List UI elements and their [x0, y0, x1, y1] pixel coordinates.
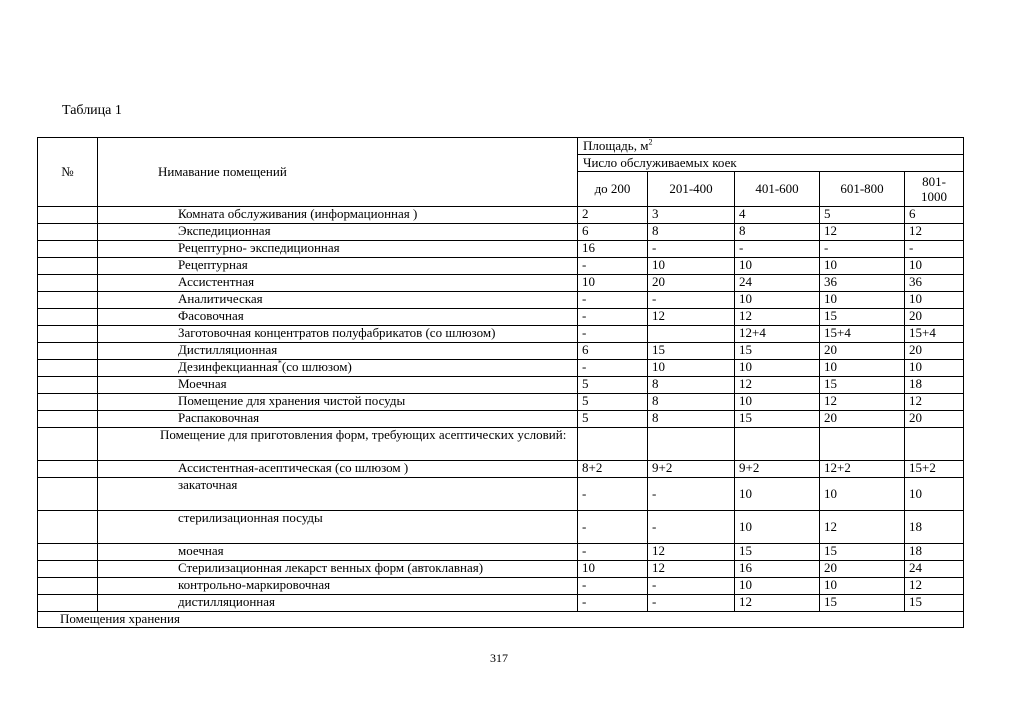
area-value: 10: [735, 578, 820, 595]
area-value: 5: [820, 207, 905, 224]
area-value: 5: [578, 411, 648, 428]
area-value: 10: [735, 360, 820, 377]
area-value: 20: [905, 343, 964, 360]
area-value: 5: [578, 394, 648, 411]
row-number-cell: [38, 478, 98, 511]
row-number-cell: [38, 461, 98, 478]
area-value: 12: [648, 561, 735, 578]
table-caption: Таблица 1: [62, 103, 122, 118]
area-value: 10: [735, 258, 820, 275]
area-value: 12+2: [820, 461, 905, 478]
table-row: [38, 207, 964, 224]
table-cell-empty: [905, 428, 964, 461]
area-value: 12: [820, 394, 905, 411]
table-row: [38, 511, 964, 544]
area-value: 12: [735, 595, 820, 612]
area-value: 12: [820, 511, 905, 544]
header-range: 201-400: [648, 172, 735, 207]
room-name: Рецептурная: [98, 258, 578, 275]
area-value: 8: [648, 394, 735, 411]
area-value: 9+2: [735, 461, 820, 478]
area-value: 20: [820, 411, 905, 428]
area-value: -: [905, 241, 964, 258]
header-room-name: Нимавание помещений: [98, 138, 578, 207]
row-number-cell: [38, 578, 98, 595]
table-row: [38, 578, 964, 595]
area-value: -: [578, 511, 648, 544]
area-value: -: [578, 578, 648, 595]
area-value: 10: [735, 511, 820, 544]
area-value: -: [648, 595, 735, 612]
area-value: 6: [578, 343, 648, 360]
room-name: Моечная: [98, 377, 578, 394]
row-number-cell: [38, 309, 98, 326]
row-number-cell: [38, 241, 98, 258]
row-number-cell: [38, 394, 98, 411]
area-value: 4: [735, 207, 820, 224]
area-value: 20: [648, 275, 735, 292]
area-value: 10: [648, 360, 735, 377]
table-cell-empty: [820, 428, 905, 461]
table-cell-empty: [648, 428, 735, 461]
room-name: Распаковочная: [98, 411, 578, 428]
area-value: 12: [905, 394, 964, 411]
aseptic-heading: Помещение для приготовления форм, требующих асептических условий:: [98, 428, 578, 461]
area-value: 10: [905, 360, 964, 377]
area-value: -: [648, 292, 735, 309]
area-value: 15: [735, 544, 820, 561]
footnote-mark: *: [277, 359, 282, 368]
room-name: Заготовочная концентратов полуфабрикатов (со шлюзом): [98, 326, 578, 343]
area-value: 24: [735, 275, 820, 292]
area-value: -: [648, 511, 735, 544]
room-name: Дистилляционная: [98, 343, 578, 360]
header-area-label: Площадь, м: [583, 138, 649, 153]
area-value: 16: [578, 241, 648, 258]
area-value: 12: [648, 309, 735, 326]
area-value: 20: [905, 309, 964, 326]
area-value: 12: [905, 224, 964, 241]
area-value: 20: [905, 411, 964, 428]
room-name: Комната обслуживания (информационная ): [98, 207, 578, 224]
row-number-cell: [38, 595, 98, 612]
area-value: 12: [735, 309, 820, 326]
area-value: 5: [578, 377, 648, 394]
room-name: Рецептурно- экспедиционная: [98, 241, 578, 258]
room-name: [98, 360, 578, 377]
row-number-cell: [38, 207, 98, 224]
header-beds: Число обслуживаемых коек: [578, 155, 964, 172]
area-value: 36: [820, 275, 905, 292]
header-range: до 200: [578, 172, 648, 207]
table-row: [38, 394, 964, 411]
row-number-cell: [38, 411, 98, 428]
area-value: -: [578, 309, 648, 326]
area-value: 10: [820, 360, 905, 377]
table-cell-empty: [38, 428, 98, 461]
area-value: 15: [905, 595, 964, 612]
area-value: 10: [820, 258, 905, 275]
room-name: закаточная: [98, 478, 578, 511]
row-number-cell: [38, 275, 98, 292]
room-name: Помещение для хранения чистой посуды: [98, 394, 578, 411]
table-cell-empty: [578, 428, 648, 461]
table-row: [38, 343, 964, 360]
table-row: [38, 595, 964, 612]
row-number-cell: [38, 292, 98, 309]
room-name: контрольно-маркировочная: [98, 578, 578, 595]
area-value: 18: [905, 377, 964, 394]
storage-section-row: Помещения хранения: [38, 612, 964, 628]
area-value: 10: [578, 561, 648, 578]
table-row: [38, 360, 964, 377]
area-value: 15: [820, 309, 905, 326]
area-value: 16: [735, 561, 820, 578]
area-value: 12: [905, 578, 964, 595]
area-value: 10: [735, 292, 820, 309]
row-number-cell: [38, 377, 98, 394]
row-number-cell: [38, 561, 98, 578]
area-value: -: [578, 595, 648, 612]
row-number-cell: [38, 343, 98, 360]
area-value: -: [820, 241, 905, 258]
area-value: -: [578, 360, 648, 377]
header-range: 401-600: [735, 172, 820, 207]
area-value: 6: [578, 224, 648, 241]
area-value: 8: [648, 377, 735, 394]
area-value: -: [648, 478, 735, 511]
area-value: -: [578, 544, 648, 561]
area-value: 36: [905, 275, 964, 292]
area-value: 20: [820, 343, 905, 360]
room-name: Стерилизационная лекарст венных форм (автоклавная): [98, 561, 578, 578]
table-row: [38, 377, 964, 394]
area-value: 15: [735, 411, 820, 428]
area-value: 8: [735, 224, 820, 241]
area-value: 24: [905, 561, 964, 578]
area-value: 10: [648, 258, 735, 275]
table-row: [38, 224, 964, 241]
area-value: 10: [578, 275, 648, 292]
room-name: Ассистентная-асептическая (со шлюзом ): [98, 461, 578, 478]
table-row: [38, 309, 964, 326]
area-value: 15: [820, 377, 905, 394]
table-row: [38, 258, 964, 275]
area-value: 15: [735, 343, 820, 360]
header-range: 801- 1000: [905, 172, 964, 207]
page-number: 317: [490, 651, 508, 665]
area-value: 10: [905, 478, 964, 511]
row-number-cell: [38, 224, 98, 241]
area-value: 6: [905, 207, 964, 224]
area-value: 15: [820, 595, 905, 612]
area-value: -: [578, 478, 648, 511]
area-value: 10: [735, 394, 820, 411]
area-value: [648, 326, 735, 343]
header-area-sup: 2: [648, 137, 653, 147]
room-name-part: Дезинфекцианная: [178, 359, 278, 374]
room-name: Фасовочная: [98, 309, 578, 326]
table-row: [38, 275, 964, 292]
area-value: 12+4: [735, 326, 820, 343]
area-value: 12: [735, 377, 820, 394]
area-value: -: [648, 578, 735, 595]
room-name: моечная: [98, 544, 578, 561]
row-number-cell: [38, 326, 98, 343]
room-name: Экспедиционная: [98, 224, 578, 241]
area-value: 12: [648, 544, 735, 561]
area-value: 3: [648, 207, 735, 224]
header-area: [578, 138, 964, 155]
area-value: -: [578, 292, 648, 309]
row-number-cell: [38, 544, 98, 561]
area-value: 15+2: [905, 461, 964, 478]
area-value: 15+4: [820, 326, 905, 343]
room-name: стерилизационная посуды: [98, 511, 578, 544]
room-name: дистилляционная: [98, 595, 578, 612]
table-row: [38, 544, 964, 561]
table-cell-empty: [735, 428, 820, 461]
row-number-cell: [38, 258, 98, 275]
area-value: 18: [905, 511, 964, 544]
room-name: Ассистентная: [98, 275, 578, 292]
area-value: 18: [905, 544, 964, 561]
area-value: 15: [648, 343, 735, 360]
area-value: 15+4: [905, 326, 964, 343]
area-value: 10: [905, 258, 964, 275]
row-number-cell: [38, 360, 98, 377]
table-row: [38, 411, 964, 428]
area-value: 15: [820, 544, 905, 561]
area-value: 10: [820, 478, 905, 511]
area-value: 2: [578, 207, 648, 224]
area-value: 12: [820, 224, 905, 241]
area-value: 10: [735, 478, 820, 511]
room-name-part: (со шлюзом): [281, 359, 352, 374]
area-value: 10: [820, 578, 905, 595]
room-name: Аналитическая: [98, 292, 578, 309]
area-value: -: [578, 258, 648, 275]
table-row: [38, 461, 964, 478]
area-value: 10: [820, 292, 905, 309]
area-value: 10: [905, 292, 964, 309]
table-row: [38, 292, 964, 309]
area-value: -: [735, 241, 820, 258]
area-value: 8: [648, 224, 735, 241]
area-value: 8+2: [578, 461, 648, 478]
table-row: [38, 478, 964, 511]
row-number-cell: [38, 511, 98, 544]
area-value: -: [648, 241, 735, 258]
area-value: 20: [820, 561, 905, 578]
header-number: №: [38, 138, 98, 207]
table-row: [38, 561, 964, 578]
area-value: -: [578, 326, 648, 343]
rooms-area-table: [37, 137, 964, 628]
table-row: [38, 326, 964, 343]
area-value: 9+2: [648, 461, 735, 478]
header-range: 601-800: [820, 172, 905, 207]
area-value: 8: [648, 411, 735, 428]
table-row: [38, 241, 964, 258]
